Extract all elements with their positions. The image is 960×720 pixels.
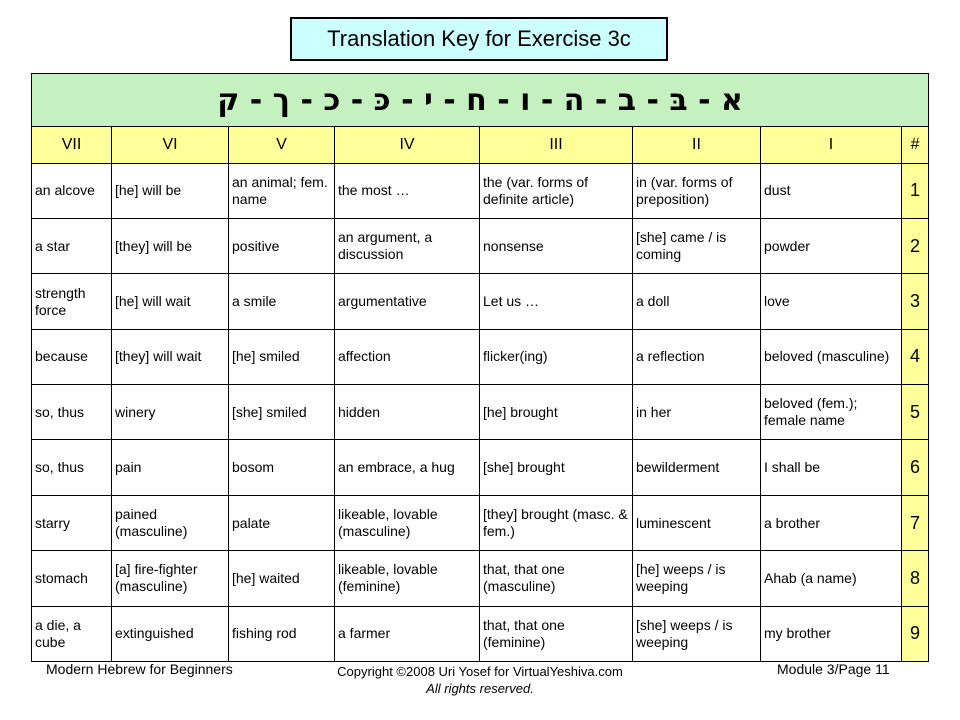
cell-col-i: love — [761, 274, 902, 329]
row-number: 2 — [902, 218, 929, 273]
table-row — [32, 606, 929, 661]
cell-col-v: an animal; fem. name — [229, 163, 335, 218]
column-header: II — [633, 127, 761, 163]
cell-col-vi: [a] fire-fighter (masculine) — [112, 551, 229, 606]
cell-col-i: beloved (fem.); female name — [761, 385, 902, 440]
cell-col-vii: a die, a cube — [32, 606, 112, 661]
cell-col-i: dust — [761, 163, 902, 218]
row-number: 9 — [902, 606, 929, 661]
cell-col-vii: an alcove — [32, 163, 112, 218]
cell-col-iv: the most … — [335, 163, 480, 218]
table-row — [32, 495, 929, 550]
cell-col-iv: a farmer — [335, 606, 480, 661]
cell-col-vi: winery — [112, 385, 229, 440]
cell-col-v: [she] smiled — [229, 385, 335, 440]
copyright-text: Copyright ©2008 Uri Yosef for VirtualYeshiva.com — [337, 664, 623, 679]
cell-col-vii: stomach — [32, 551, 112, 606]
cell-col-i: my brother — [761, 606, 902, 661]
cell-col-iv: argumentative — [335, 274, 480, 329]
row-number: 4 — [902, 329, 929, 384]
cell-col-ii: a doll — [633, 274, 761, 329]
table-row — [32, 274, 929, 329]
cell-col-vi: [they] will wait — [112, 329, 229, 384]
cell-col-vi: [they] will be — [112, 218, 229, 273]
hebrew-letters-row — [32, 74, 929, 127]
cell-col-iv: an argument, a discussion — [335, 218, 480, 273]
cell-col-v: positive — [229, 218, 335, 273]
row-number: 7 — [902, 495, 929, 550]
cell-col-vi: extinguished — [112, 606, 229, 661]
table-row — [32, 385, 929, 440]
column-header: IV — [335, 127, 480, 163]
cell-col-iv: affection — [335, 329, 480, 384]
page-title: Translation Key for Exercise 3c — [290, 17, 668, 61]
table-row — [32, 440, 929, 495]
cell-col-vii: strength force — [32, 274, 112, 329]
cell-col-iv: an embrace, a hug — [335, 440, 480, 495]
row-number: 1 — [902, 163, 929, 218]
table-row — [32, 329, 929, 384]
table-row — [32, 218, 929, 273]
cell-col-vi: pain — [112, 440, 229, 495]
cell-col-iii: flicker(ing) — [480, 329, 633, 384]
cell-col-vii: so, thus — [32, 440, 112, 495]
cell-col-iii: that, that one (feminine) — [480, 606, 633, 661]
cell-col-ii: a reflection — [633, 329, 761, 384]
table-row — [32, 163, 929, 218]
cell-col-iii: [he] brought — [480, 385, 633, 440]
cell-col-vi: [he] will wait — [112, 274, 229, 329]
cell-col-ii: [she] weeps / is weeping — [633, 606, 761, 661]
cell-col-vi: [he] will be — [112, 163, 229, 218]
cell-col-v: [he] waited — [229, 551, 335, 606]
cell-col-ii: luminescent — [633, 495, 761, 550]
cell-col-vii: starry — [32, 495, 112, 550]
footer-course-title: Modern Hebrew for Beginners — [46, 661, 233, 677]
row-number: 3 — [902, 274, 929, 329]
cell-col-v: bosom — [229, 440, 335, 495]
cell-col-ii: in (var. forms of preposition) — [633, 163, 761, 218]
column-header: III — [480, 127, 633, 163]
column-header: VII — [32, 127, 112, 163]
column-header: I — [761, 127, 902, 163]
cell-col-iii: that, that one (masculine) — [480, 551, 633, 606]
column-header: VI — [112, 127, 229, 163]
cell-col-v: a smile — [229, 274, 335, 329]
row-number: 8 — [902, 551, 929, 606]
translation-table — [31, 73, 929, 662]
cell-col-ii: in her — [633, 385, 761, 440]
cell-col-iii: the (var. forms of definite article) — [480, 163, 633, 218]
cell-col-i: beloved (masculine) — [761, 329, 902, 384]
cell-col-iv: hidden — [335, 385, 480, 440]
column-header: V — [229, 127, 335, 163]
cell-col-i: Ahab (a name) — [761, 551, 902, 606]
cell-col-iii: nonsense — [480, 218, 633, 273]
row-number: 5 — [902, 385, 929, 440]
footer-page-number: Module 3/Page 11 — [777, 661, 890, 677]
cell-col-vii: because — [32, 329, 112, 384]
column-header-row — [32, 127, 929, 163]
cell-col-i: a brother — [761, 495, 902, 550]
cell-col-v: fishing rod — [229, 606, 335, 661]
footer-copyright — [300, 663, 660, 697]
cell-col-v: [he] smiled — [229, 329, 335, 384]
cell-col-vii: so, thus — [32, 385, 112, 440]
cell-col-ii: [he] weeps / is weeping — [633, 551, 761, 606]
cell-col-iv: likeable, lovable (masculine) — [335, 495, 480, 550]
cell-col-vii: a star — [32, 218, 112, 273]
table-row — [32, 551, 929, 606]
rights-text: All rights reserved. — [426, 681, 534, 696]
cell-col-iii: Let us … — [480, 274, 633, 329]
cell-col-v: palate — [229, 495, 335, 550]
cell-col-iii: [they] brought (masc. & fem.) — [480, 495, 633, 550]
row-number: 6 — [902, 440, 929, 495]
cell-col-i: I shall be — [761, 440, 902, 495]
cell-col-vi: pained (masculine) — [112, 495, 229, 550]
column-header-number: # — [902, 127, 929, 163]
cell-col-iv: likeable, lovable (feminine) — [335, 551, 480, 606]
cell-col-ii: [she] came / is coming — [633, 218, 761, 273]
hebrew-letters: א - בּ - ב - ה - ו - ח - י - כּ - כ - ך - ק — [32, 74, 929, 127]
cell-col-iii: [she] brought — [480, 440, 633, 495]
cell-col-ii: bewilderment — [633, 440, 761, 495]
cell-col-i: powder — [761, 218, 902, 273]
